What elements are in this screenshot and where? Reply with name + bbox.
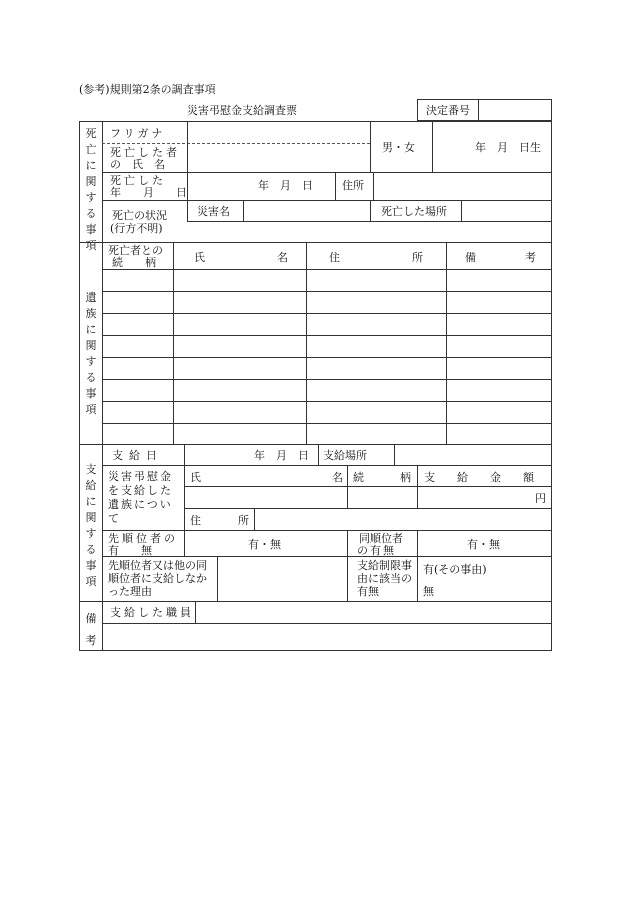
recipient-label: 災害弔慰金を支給した遺族について xyxy=(108,470,173,525)
gender-field[interactable]: 男・女 xyxy=(382,141,415,154)
birth-date-field[interactable]: 年 月 日生 xyxy=(475,141,541,154)
address-header-1: 住 xyxy=(329,251,340,264)
staff-label: 支給した職員 xyxy=(110,606,194,619)
deceased-name-label-2: の 氏 名 xyxy=(110,158,165,171)
limit-yes-field[interactable]: 有(その事由) xyxy=(423,563,487,576)
status-label-1: 死亡の状況 xyxy=(112,209,167,222)
death-date-label-1: 死亡した xyxy=(110,174,166,187)
limit-label: 支給制限事由に該当の有無 xyxy=(357,559,412,598)
amount-label: 支給金額 xyxy=(424,471,556,484)
deceased-name-label-1: 死亡した者 xyxy=(110,146,180,159)
remarks-header-2: 考 xyxy=(525,251,536,264)
recipient-address-label-1: 住 xyxy=(190,514,201,527)
recipient-address-label-2: 所 xyxy=(238,514,249,527)
death-section-label: 死亡に関する事項 xyxy=(85,127,97,252)
amount-yen: 円 xyxy=(535,492,546,505)
same-rank-label-2: の有無 xyxy=(357,544,396,557)
disaster-name-label: 災害名 xyxy=(197,205,230,218)
reference-note: (参考)規則第2条の調査事項 xyxy=(79,83,216,96)
family-section-label: 遺族に関する事項 xyxy=(85,291,97,416)
death-date-label-2: 年 月 日 xyxy=(110,186,187,199)
remarks-header-1: 備 xyxy=(465,251,476,264)
recipient-name-label-2: 名 xyxy=(332,471,343,484)
recipient-name-label-1: 氏 xyxy=(190,471,201,484)
form-title: 災害弔慰金支給調査票 xyxy=(187,104,297,117)
same-rank-label-1: 同順位者 xyxy=(359,532,403,545)
recipient-relation-label-2: 柄 xyxy=(400,471,411,484)
name-header-2: 名 xyxy=(277,251,288,264)
prior-label-2: 有 無 xyxy=(108,544,152,557)
pay-place-label: 支給場所 xyxy=(323,449,367,462)
address-header-2: 所 xyxy=(412,251,423,264)
pay-date-label: 支給日 xyxy=(112,449,163,462)
status-label-2: (行方不明) xyxy=(110,222,163,235)
prior-label-1: 先順位者の xyxy=(108,532,178,545)
furigana-label: フリガナ xyxy=(110,127,166,140)
payment-section-label: 支給に関する事項 xyxy=(85,463,97,588)
address-label: 住所 xyxy=(342,179,364,192)
death-place-label: 死亡した場所 xyxy=(381,205,447,218)
relation-label-2: 続 柄 xyxy=(112,256,156,269)
prior-yes-no-field[interactable]: 有・無 xyxy=(248,538,281,551)
recipient-relation-label-1: 続 xyxy=(353,471,364,484)
reason-label: 先順位者又は他の同順位者に支給しなかった理由 xyxy=(108,559,207,598)
relation-label-1: 死亡者との xyxy=(108,244,163,257)
pay-date-field[interactable]: 年 月 日 xyxy=(254,449,309,462)
death-date-field[interactable]: 年 月 日 xyxy=(258,179,313,192)
remarks-section-label: 備考 xyxy=(85,612,97,647)
limit-no-field[interactable]: 無 xyxy=(423,585,434,598)
decision-number-label: 決定番号 xyxy=(426,104,470,117)
same-rank-yes-no-field[interactable]: 有・無 xyxy=(467,538,500,551)
name-header-1: 氏 xyxy=(194,251,205,264)
